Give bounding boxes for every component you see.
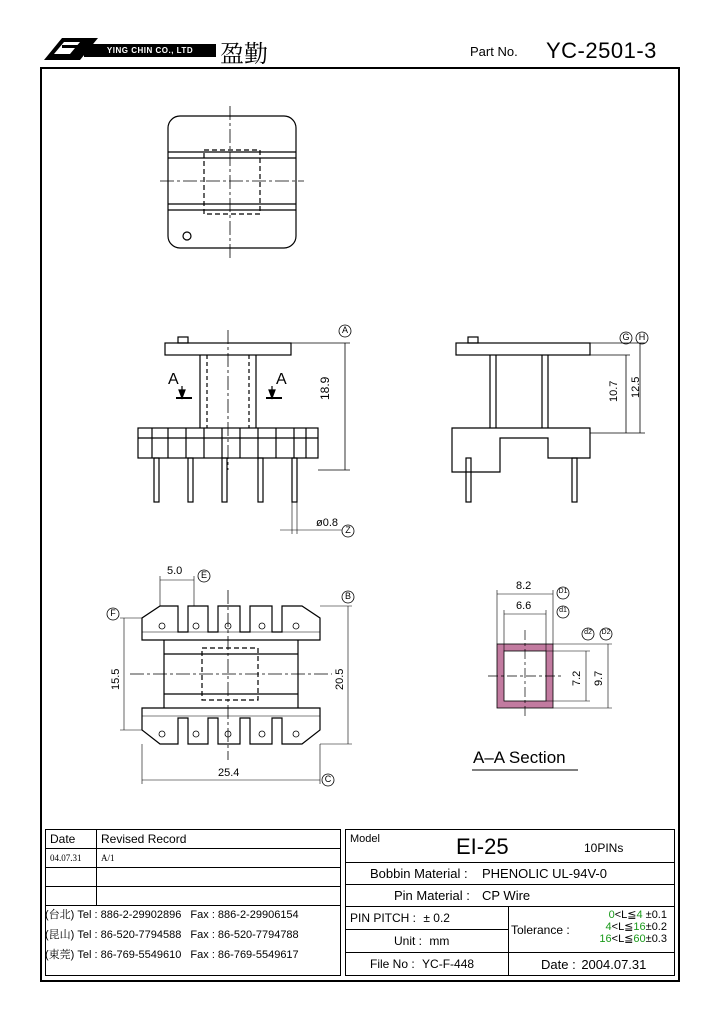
dim-8-2: 8.2: [516, 580, 532, 592]
contact-tel: Tel : 86-769-5549610: [77, 949, 182, 961]
dim-20-5: 20.5: [334, 668, 346, 690]
dim-7-2: 7.2: [571, 670, 583, 686]
dim-9-7: 9.7: [593, 670, 605, 686]
pin-pitch-value: ± 0.2: [423, 911, 450, 925]
tolerance-row: 0<L≦4 ±0.1: [608, 909, 667, 921]
contact-row: [45, 925, 341, 945]
contact-fax: Fax : 86-520-7794788: [190, 929, 299, 941]
date-value: 2004.07.31: [581, 957, 647, 972]
section-label: A–A Section: [473, 748, 566, 767]
tolerance-list: [581, 909, 667, 945]
rev-date: [46, 887, 97, 906]
contact-tel: Tel : 886-2-29902896: [77, 909, 182, 921]
part-number: YC-2501-3: [546, 38, 657, 63]
revision-table: [45, 829, 341, 906]
table-row: [46, 887, 341, 906]
dim-5-0: 5.0: [167, 565, 183, 577]
tolerance-row: 4<L≦16±0.2: [605, 921, 667, 933]
rev-record: A/1: [97, 849, 341, 868]
side-view: [452, 337, 645, 502]
cut-label-left: A: [168, 371, 179, 388]
dim-10-7: 10.7: [608, 380, 620, 402]
tolerance-label: Tolerance :: [511, 923, 570, 937]
marker-d1-upper: D1: [558, 588, 568, 595]
rev-record: [97, 887, 341, 906]
dim-18-9: 18.9: [318, 376, 332, 400]
table-row: [46, 849, 341, 868]
bobbin-material-value: PHENOLIC UL-94V-0: [482, 866, 607, 881]
front-view: [138, 330, 350, 534]
contact-row: [45, 945, 341, 965]
file-no-label: File No :: [370, 957, 415, 971]
pin-material-value: CP Wire: [482, 888, 531, 903]
marker-b: B: [344, 591, 351, 601]
model-value: EI-25: [456, 834, 509, 859]
rev-col-record: Revised Record: [97, 830, 341, 849]
dim-12-5: 12.5: [630, 376, 642, 398]
spec-table: [345, 829, 675, 976]
dim-25-4: 25.4: [218, 767, 240, 779]
rev-date: [46, 868, 97, 887]
marker-z: Z: [345, 525, 351, 535]
rev-record: [97, 868, 341, 887]
marker-d2-upper: D2: [601, 629, 611, 636]
marker-d1-lower: d1: [559, 607, 567, 614]
top-view: [160, 106, 304, 258]
contact-tel: Tel : 86-520-7794588: [77, 929, 182, 941]
dim-15-5: 15.5: [110, 668, 122, 690]
company-name-en: YING CHIN CO., LTD: [106, 46, 194, 55]
model-label: Model: [350, 833, 380, 845]
section-view: [472, 590, 612, 770]
rev-date: 04.07.31: [46, 849, 97, 868]
date-label: Date :: [541, 957, 576, 972]
marker-d2-lower: d2: [584, 629, 592, 636]
marker-h: H: [638, 332, 646, 342]
bobbin-material-label: Bobbin Material :: [370, 866, 468, 881]
dim-pin-dia: ø0.8: [316, 517, 339, 529]
pin-pitch-label: PIN PITCH :: [350, 911, 417, 925]
tolerance-row: 16<L≦60±0.3: [599, 933, 667, 945]
unit-value: mm: [429, 934, 450, 948]
pin-count: 10PINs: [584, 841, 624, 855]
contacts-block: [45, 905, 341, 965]
marker-c: C: [324, 774, 332, 784]
contact-city: (台北): [45, 909, 75, 921]
marker-g: G: [622, 332, 630, 342]
part-no-label: Part No.: [470, 44, 518, 59]
contact-city: (東莞): [45, 949, 75, 961]
marker-f: F: [110, 608, 116, 618]
contact-fax: Fax : 886-2-29906154: [190, 909, 299, 921]
cut-label-right: A: [276, 371, 287, 388]
file-no-value: YC-F-448: [422, 957, 475, 971]
bottom-view: [120, 576, 352, 784]
unit-label: Unit :: [394, 934, 423, 948]
contact-fax: Fax : 86-769-5549617: [190, 949, 299, 961]
marker-e: E: [200, 570, 207, 580]
rev-col-date: Date: [46, 830, 97, 849]
contact-city: (昆山): [45, 929, 75, 941]
pin-material-label: Pin Material :: [394, 888, 470, 903]
dim-6-6: 6.6: [516, 600, 532, 612]
company-name-cn: 盈勤: [220, 40, 268, 68]
table-row: [46, 868, 341, 887]
marker-a: A: [341, 325, 348, 335]
contact-row: [45, 905, 341, 925]
